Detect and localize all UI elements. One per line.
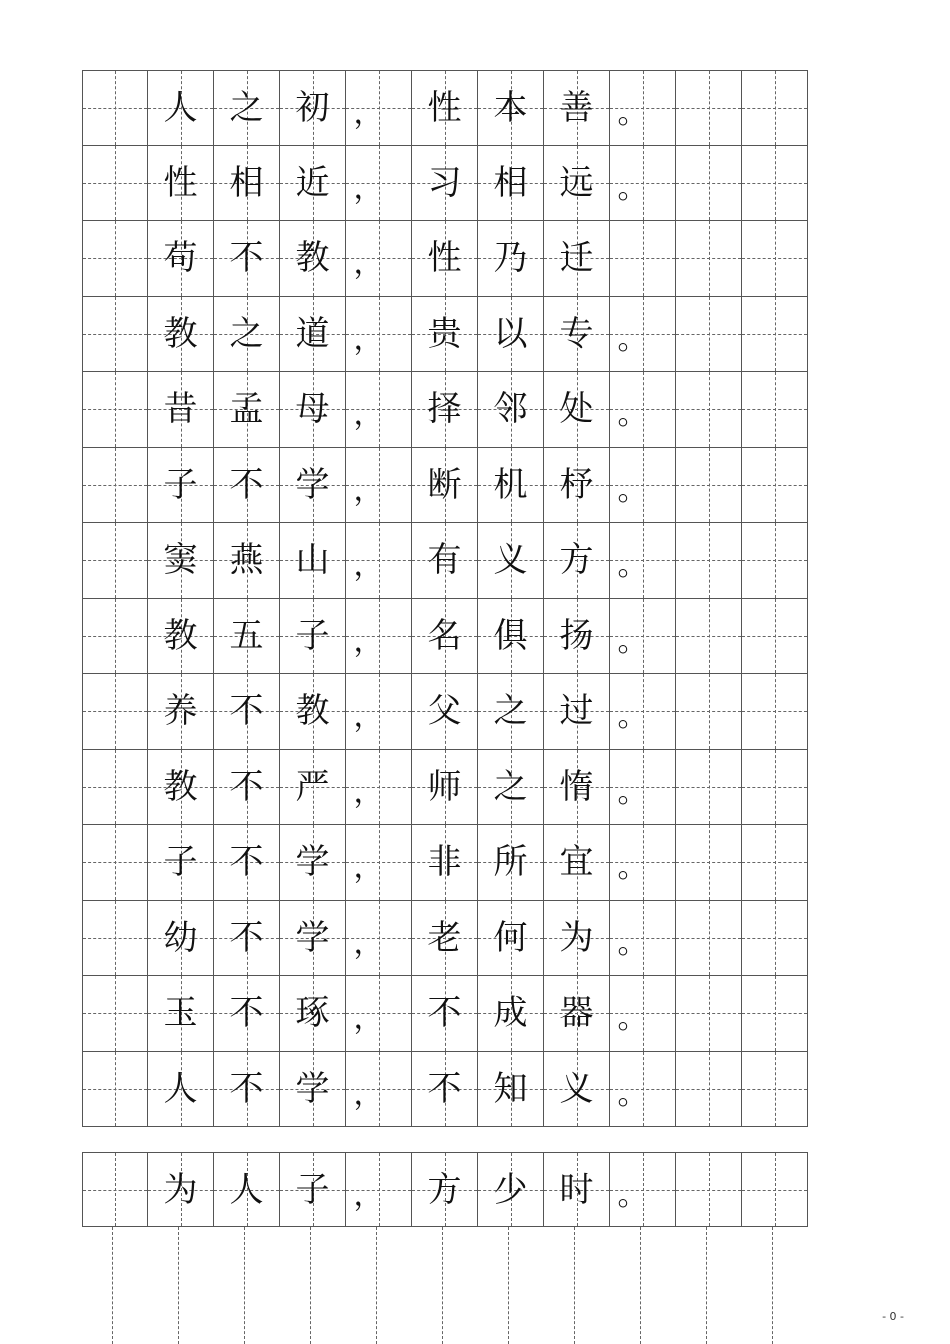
grid-character: 近: [295, 162, 330, 203]
grid-character: 不: [229, 993, 264, 1034]
grid-character: 。: [617, 397, 648, 433]
grid-character: 孟: [229, 389, 264, 430]
guide-line: [706, 1227, 707, 1344]
grid-cell: [214, 523, 280, 599]
grid-cell: [148, 221, 214, 297]
grid-cell: [214, 901, 280, 977]
grid-character: 机: [493, 464, 528, 505]
guide-line: [178, 1227, 179, 1344]
grid-cell: [544, 674, 610, 750]
grid-character: 扬: [559, 615, 594, 656]
grid-cell: [412, 1152, 478, 1227]
grid-cell: [412, 1052, 478, 1128]
grid-character: 善: [559, 87, 594, 128]
grid-cell: [148, 599, 214, 675]
grid-cell: [610, 70, 676, 146]
grid-character: 之: [229, 313, 264, 354]
grid-character: 杼: [559, 464, 594, 505]
grid-cell: [544, 599, 610, 675]
grid-cell: [346, 70, 412, 146]
grid-character: 道: [295, 313, 330, 354]
grid-cell: [544, 523, 610, 599]
grid-character: 。: [617, 1001, 648, 1037]
grid-character: 师: [427, 766, 462, 807]
grid-character: 不: [229, 842, 264, 883]
grid-character: 养: [163, 691, 198, 732]
grid-cell: [82, 221, 148, 297]
grid-cell: [544, 750, 610, 826]
grid-character: 。: [617, 472, 648, 508]
grid-character: 人: [163, 1068, 198, 1109]
grid-cell: [478, 448, 544, 524]
grid-character: 知: [493, 1068, 528, 1109]
grid-cell: [676, 221, 742, 297]
grid-character: 严: [295, 766, 330, 807]
practice-grid: [82, 70, 808, 1127]
grid-character: 择: [427, 389, 462, 430]
grid-cell: [412, 221, 478, 297]
grid-cell: [148, 448, 214, 524]
grid-cell: [214, 297, 280, 373]
grid-character: 不: [229, 766, 264, 807]
grid-cell: [544, 372, 610, 448]
grid-cell: [610, 674, 676, 750]
grid-character: 义: [493, 540, 528, 581]
grid-character: 。: [617, 95, 648, 131]
grid-character: ，: [353, 1001, 384, 1037]
grid-character: 幼: [163, 917, 198, 958]
grid-cell: [412, 976, 478, 1052]
grid-cell: [742, 901, 808, 977]
grid-character: 不: [427, 1068, 462, 1109]
grid-cell: [82, 901, 148, 977]
grid-cell: [478, 372, 544, 448]
grid-character: 何: [493, 917, 528, 958]
trailing-guide-lines: [82, 1227, 808, 1344]
grid-character: ，: [353, 925, 384, 961]
grid-character: 专: [559, 313, 594, 354]
grid-cell: [214, 1052, 280, 1128]
grid-cell: [610, 1152, 676, 1227]
grid-cell: [610, 372, 676, 448]
grid-character: 。: [617, 774, 648, 810]
grid-cell: [742, 599, 808, 675]
grid-cell: [742, 750, 808, 826]
grid-character: 乃: [493, 238, 528, 279]
grid-character: 子: [295, 1169, 330, 1210]
grid-cell: [346, 1152, 412, 1227]
grid-cell: [280, 146, 346, 222]
grid-cell: [280, 297, 346, 373]
grid-character: 俱: [493, 615, 528, 656]
grid-cell: [280, 674, 346, 750]
grid-cell: [478, 901, 544, 977]
grid-cell: [742, 297, 808, 373]
grid-cell: [148, 297, 214, 373]
grid-cell: [82, 599, 148, 675]
grid-cell: [676, 372, 742, 448]
grid-character: 教: [163, 766, 198, 807]
grid-cell: [82, 523, 148, 599]
grid-character: 。: [617, 1177, 648, 1213]
grid-cell: [610, 825, 676, 901]
grid-cell: [214, 146, 280, 222]
grid-cell: [478, 976, 544, 1052]
grid-cell: [346, 825, 412, 901]
grid-cell: [82, 448, 148, 524]
grid-character: ，: [353, 472, 384, 508]
grid-character: 子: [163, 464, 198, 505]
grid-cell: [346, 976, 412, 1052]
grid-cell: [346, 221, 412, 297]
grid-cell: [346, 750, 412, 826]
grid-character: 过: [559, 691, 594, 732]
grid-character: 之: [493, 691, 528, 732]
grid-character: 习: [427, 162, 462, 203]
grid-cell: [412, 372, 478, 448]
grid-cell: [280, 372, 346, 448]
grid-character: 义: [559, 1068, 594, 1109]
grid-character: 教: [295, 691, 330, 732]
grid-character: ，: [353, 397, 384, 433]
guide-line: [112, 1227, 113, 1344]
grid-cell: [478, 1152, 544, 1227]
grid-cell: [280, 221, 346, 297]
grid-character: 初: [295, 87, 330, 128]
grid-cell: [478, 825, 544, 901]
grid-character: 之: [229, 87, 264, 128]
grid-cell: [676, 1052, 742, 1128]
grid-cell: [82, 750, 148, 826]
grid-character: 父: [427, 691, 462, 732]
grid-character: 窦: [163, 540, 198, 581]
grid-character: 时: [559, 1169, 594, 1210]
grid-character: 学: [295, 917, 330, 958]
grid-cell: [346, 448, 412, 524]
grid-character: ，: [353, 774, 384, 810]
guide-line: [310, 1227, 311, 1344]
grid-character: ，: [353, 850, 384, 886]
grid-cell: [214, 750, 280, 826]
grid-cell: [676, 674, 742, 750]
grid-cell: [214, 70, 280, 146]
practice-grid-continuation: [82, 1152, 808, 1227]
grid-character: 不: [229, 917, 264, 958]
grid-character: 教: [163, 313, 198, 354]
grid-cell: [346, 146, 412, 222]
grid-cell: [676, 448, 742, 524]
grid-cell: [148, 146, 214, 222]
grid-cell: [412, 146, 478, 222]
grid-cell: [82, 70, 148, 146]
grid-cell: [280, 750, 346, 826]
grid-cell: [214, 674, 280, 750]
grid-cell: [544, 221, 610, 297]
grid-cell: [742, 976, 808, 1052]
guide-line: [376, 1227, 377, 1344]
grid-cell: [742, 372, 808, 448]
grid-cell: [214, 1152, 280, 1227]
grid-cell: [676, 976, 742, 1052]
grid-cell: [742, 1152, 808, 1227]
grid-cell: [148, 70, 214, 146]
grid-character: 人: [163, 87, 198, 128]
grid-character: 苟: [163, 238, 198, 279]
grid-cell: [280, 901, 346, 977]
grid-character: 方: [427, 1169, 462, 1210]
grid-character: 昔: [163, 389, 198, 430]
grid-character: 名: [427, 615, 462, 656]
grid-character: 不: [229, 238, 264, 279]
grid-character: 玉: [163, 993, 198, 1034]
grid-cell: [346, 523, 412, 599]
grid-character: 。: [617, 623, 648, 659]
grid-character: 性: [427, 87, 462, 128]
grid-cell: [412, 448, 478, 524]
grid-character: ，: [353, 321, 384, 357]
grid-cell: [214, 599, 280, 675]
grid-cell: [412, 901, 478, 977]
grid-cell: [610, 976, 676, 1052]
grid-character: 贵: [427, 313, 462, 354]
grid-cell: [544, 976, 610, 1052]
grid-cell: [412, 70, 478, 146]
grid-cell: [742, 523, 808, 599]
grid-cell: [478, 70, 544, 146]
grid-cell: [412, 297, 478, 373]
grid-character: 成: [493, 993, 528, 1034]
grid-character: 不: [229, 464, 264, 505]
grid-cell: [82, 297, 148, 373]
guide-line: [508, 1227, 509, 1344]
grid-cell: [610, 1052, 676, 1128]
grid-character: 燕: [229, 540, 264, 581]
grid-character: 学: [295, 464, 330, 505]
grid-cell: [82, 674, 148, 750]
grid-character: 邻: [493, 389, 528, 430]
guide-line: [244, 1227, 245, 1344]
grid-character: 为: [559, 917, 594, 958]
grid-cell: [610, 901, 676, 977]
grid-cell: [742, 1052, 808, 1128]
grid-character: 子: [163, 842, 198, 883]
grid-cell: [148, 825, 214, 901]
grid-cell: [676, 599, 742, 675]
grid-character: 琢: [295, 993, 330, 1034]
grid-cell: [280, 1152, 346, 1227]
grid-character: ，: [353, 699, 384, 735]
grid-cell: [742, 70, 808, 146]
grid-character: ，: [353, 95, 384, 131]
grid-cell: [214, 825, 280, 901]
grid-cell: [478, 599, 544, 675]
grid-character: 。: [617, 170, 648, 206]
grid-character: 。: [617, 850, 648, 886]
grid-character: 少: [493, 1169, 528, 1210]
grid-cell: [148, 750, 214, 826]
grid-character: 宜: [559, 842, 594, 883]
grid-cell: [742, 221, 808, 297]
grid-cell: [544, 70, 610, 146]
grid-cell: [610, 599, 676, 675]
grid-cell: [676, 146, 742, 222]
grid-cell: [676, 1152, 742, 1227]
grid-cell: [214, 221, 280, 297]
grid-cell: [412, 599, 478, 675]
grid-character: 学: [295, 842, 330, 883]
grid-character: 本: [493, 87, 528, 128]
grid-cell: [676, 750, 742, 826]
grid-cell: [148, 1052, 214, 1128]
grid-character: 学: [295, 1068, 330, 1109]
grid-character: 不: [229, 691, 264, 732]
grid-cell: [544, 901, 610, 977]
grid-cell: [544, 448, 610, 524]
grid-character: ，: [353, 1177, 384, 1213]
grid-cell: [214, 372, 280, 448]
grid-character: 教: [295, 238, 330, 279]
grid-character: 山: [295, 540, 330, 581]
grid-cell: [742, 825, 808, 901]
grid-cell: [478, 146, 544, 222]
grid-cell: [544, 825, 610, 901]
grid-character: 子: [295, 615, 330, 656]
grid-character: 惰: [559, 766, 594, 807]
grid-character: 相: [229, 162, 264, 203]
grid-cell: [412, 750, 478, 826]
grid-character: 不: [229, 1068, 264, 1109]
grid-cell: [544, 146, 610, 222]
grid-cell: [148, 901, 214, 977]
grid-cell: [478, 523, 544, 599]
grid-cell: [280, 448, 346, 524]
grid-cell: [676, 297, 742, 373]
grid-character: 方: [559, 540, 594, 581]
grid-character: 性: [427, 238, 462, 279]
grid-cell: [478, 674, 544, 750]
grid-character: 迁: [559, 238, 594, 279]
grid-character: 老: [427, 917, 462, 958]
grid-character: ，: [353, 246, 384, 282]
grid-cell: [346, 1052, 412, 1128]
grid-character: 性: [163, 162, 198, 203]
grid-cell: [478, 750, 544, 826]
guide-line: [772, 1227, 773, 1344]
grid-character: 以: [493, 313, 528, 354]
grid-character: ，: [353, 1076, 384, 1112]
grid-cell: [346, 599, 412, 675]
grid-cell: [412, 674, 478, 750]
grid-character: 相: [493, 162, 528, 203]
grid-cell: [742, 448, 808, 524]
grid-cell: [148, 523, 214, 599]
grid-cell: [346, 901, 412, 977]
grid-cell: [346, 674, 412, 750]
grid-cell: [148, 1152, 214, 1227]
grid-character: 之: [493, 766, 528, 807]
grid-cell: [478, 297, 544, 373]
grid-cell: [610, 146, 676, 222]
grid-cell: [544, 1152, 610, 1227]
grid-character: 母: [295, 389, 330, 430]
grid-cell: [82, 825, 148, 901]
grid-character: 不: [427, 993, 462, 1034]
grid-cell: [610, 523, 676, 599]
grid-character: 五: [229, 615, 264, 656]
grid-character: 器: [559, 993, 594, 1034]
grid-cell: [412, 825, 478, 901]
grid-cell: [478, 1052, 544, 1128]
grid-cell: [610, 750, 676, 826]
grid-cell: [82, 1052, 148, 1128]
grid-cell: [280, 523, 346, 599]
grid-cell: [346, 372, 412, 448]
grid-character: ，: [353, 170, 384, 206]
grid-character: ，: [353, 623, 384, 659]
grid-cell: [610, 297, 676, 373]
grid-cell: [148, 674, 214, 750]
grid-cell: [676, 70, 742, 146]
grid-cell: [610, 221, 676, 297]
grid-cell: [544, 297, 610, 373]
guide-line: [442, 1227, 443, 1344]
grid-character: 。: [617, 321, 648, 357]
guide-line: [574, 1227, 575, 1344]
page-number: - 0 -: [882, 1310, 904, 1323]
grid-character: 有: [427, 540, 462, 581]
grid-cell: [742, 146, 808, 222]
grid-cell: [478, 221, 544, 297]
grid-character: 。: [617, 699, 648, 735]
grid-cell: [82, 976, 148, 1052]
guide-line: [640, 1227, 641, 1344]
grid-cell: [280, 1052, 346, 1128]
grid-character: 所: [493, 842, 528, 883]
grid-cell: [148, 372, 214, 448]
grid-cell: [82, 372, 148, 448]
grid-cell: [214, 448, 280, 524]
grid-character: 。: [617, 1076, 648, 1112]
grid-cell: [412, 523, 478, 599]
grid-cell: [676, 825, 742, 901]
grid-cell: [346, 297, 412, 373]
grid-cell: [280, 70, 346, 146]
grid-character: 教: [163, 615, 198, 656]
grid-cell: [544, 1052, 610, 1128]
grid-cell: [280, 976, 346, 1052]
grid-cell: [676, 901, 742, 977]
grid-cell: [676, 523, 742, 599]
grid-cell: [82, 146, 148, 222]
grid-character: 远: [559, 162, 594, 203]
grid-character: 断: [427, 464, 462, 505]
grid-cell: [280, 825, 346, 901]
grid-character: 。: [617, 925, 648, 961]
grid-character: 人: [229, 1169, 264, 1210]
grid-cell: [82, 1152, 148, 1227]
grid-cell: [610, 448, 676, 524]
grid-character: 。: [617, 548, 648, 584]
grid-cell: [742, 674, 808, 750]
grid-character: 非: [427, 842, 462, 883]
grid-character: 为: [163, 1169, 198, 1210]
grid-cell: [280, 599, 346, 675]
grid-character: ，: [353, 548, 384, 584]
grid-character: 处: [559, 389, 594, 430]
grid-cell: [214, 976, 280, 1052]
grid-cell: [148, 976, 214, 1052]
